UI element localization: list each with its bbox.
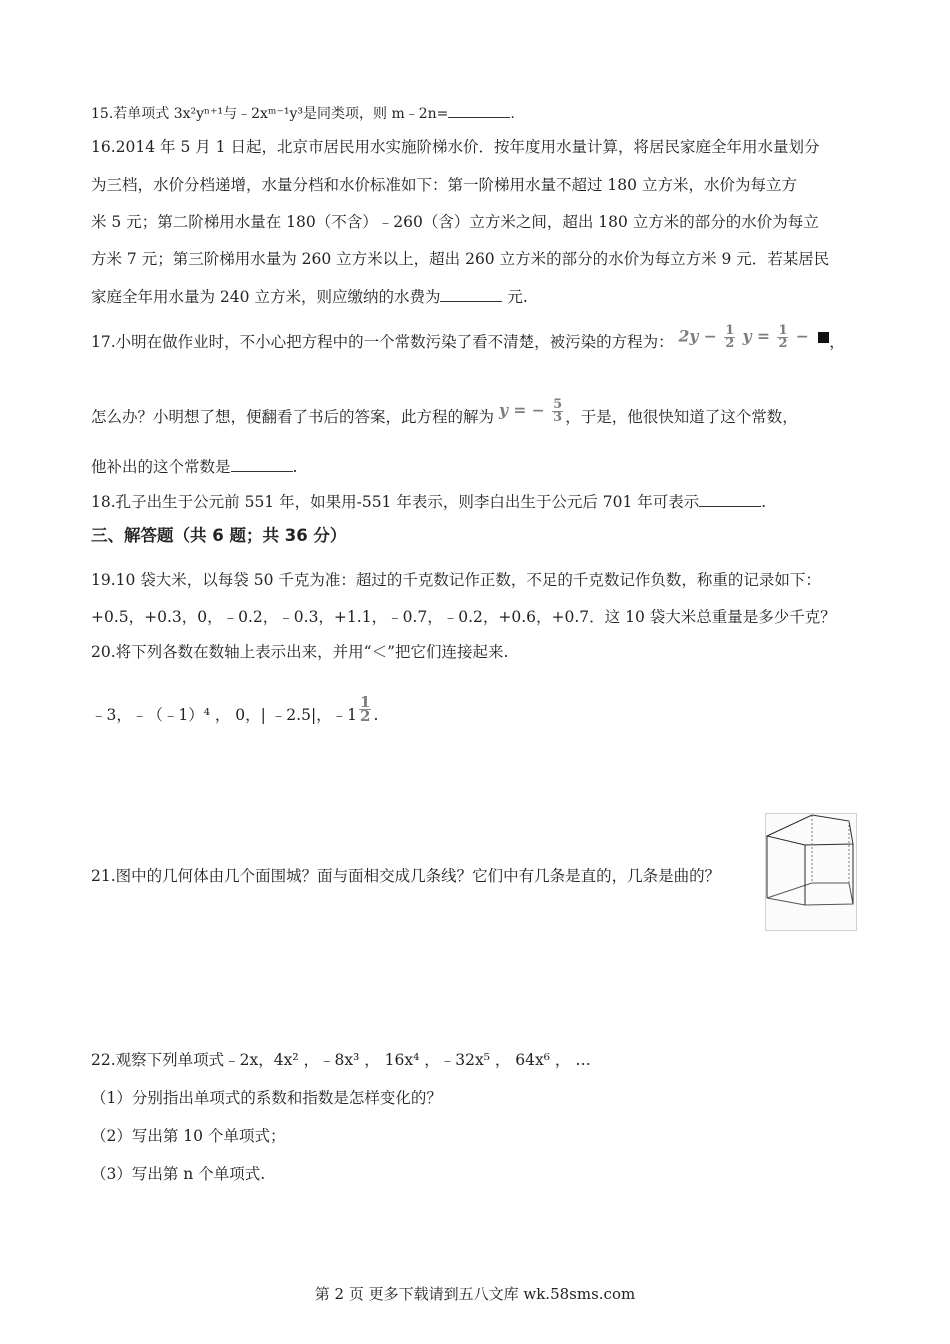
- q15-line: [91, 103, 515, 124]
- q17-line-3-end: .: [292, 458, 298, 476]
- q17-eq-part-b: y =: [742, 326, 771, 345]
- q16-line-4: 方米 7 元；第三阶梯用水量为 260 立方米以上，超出 260 立方米的部分的水价为每立方米 9 元．若某居民: [91, 250, 830, 268]
- q17-solution: [498, 396, 565, 425]
- q21-line: 21.图中的几何体由几个面围城？面与面相交成几条线？它们中有几条是直的，几条是曲的？: [91, 867, 721, 885]
- q15-answer-blank[interactable]: [448, 103, 510, 118]
- q17-sol-part-a: y = −: [498, 400, 545, 419]
- q17-frac2-num: 1: [778, 322, 788, 338]
- q22-part-2: （2）写出第 10 个单项式；: [91, 1127, 286, 1145]
- q17-eq-fraction-1: [724, 322, 735, 351]
- q17-frac1-den: 2: [725, 335, 735, 351]
- q17-line-1: [91, 322, 845, 352]
- q22-line-1: 22.观察下列单项式﹣2x，4x² ，﹣8x³ ， 16x⁴ ，﹣32x⁵ ， 64x⁶ ， …: [91, 1051, 591, 1069]
- q17-frac2-den: 2: [778, 335, 788, 351]
- q17-line-2-end: ，于是，他很快知道了这个常数，: [565, 408, 798, 426]
- q18-line: [91, 492, 766, 512]
- q17-equation: [678, 322, 830, 351]
- q17-sol-num: 5: [553, 396, 563, 412]
- pentagonal-prism-figure: [765, 813, 857, 931]
- q15-end: .: [510, 106, 515, 122]
- q17-sol-den: 3: [553, 409, 563, 425]
- q17-line-1-text: 17.小明在做作业时，不小心把方程中的一个常数污染了看不清楚，被污染的方程为：: [91, 333, 674, 351]
- q15-text: 15.若单项式 3x²yⁿ⁺¹与﹣2xᵐ⁻¹y³是同类项，则 m﹣2n=: [91, 106, 449, 122]
- q16-line-5-text: 家庭全年用水量为 240 立方米，则应缴纳的水费为: [91, 288, 441, 306]
- q20-line-1: 20.将下列各数在数轴上表示出来，并用“＜”把它们连接起来.: [91, 643, 509, 661]
- q16-line-2: 为三档，水价分档递增，水量分档和水价标准如下：第一阶梯用水量不超过 180 立方米，水价为每立方: [91, 176, 797, 194]
- q17-sol-fraction: [552, 396, 563, 425]
- q22-part-3: （3）写出第 n 个单项式.: [91, 1165, 266, 1183]
- q18-end: .: [761, 493, 767, 511]
- q18-answer-blank[interactable]: [699, 492, 761, 507]
- q20-numbers: ﹣3，﹣（﹣1）⁴ ， 0，| ﹣2.5|，﹣1: [91, 706, 358, 724]
- q17-line-2: [91, 396, 798, 427]
- q20-mixed-fraction: [359, 692, 371, 725]
- q22-part-1: （1）分别指出单项式的系数和指数是怎样变化的？: [91, 1089, 442, 1107]
- q17-answer-blank[interactable]: [231, 457, 293, 472]
- q17-frac1-num: 1: [725, 322, 735, 338]
- q16-line-3: 米 5 元；第二阶梯用水量在 180（不含）﹣260（含）立方米之间，超出 180 立方米的部分的水价为每立: [91, 213, 819, 231]
- q17-eq-part-c: −: [795, 326, 809, 345]
- q19-line-2: +0.5，+0.3，0，﹣0.2，﹣0.3，+1.1，﹣0.7，﹣0.2，+0.6，+0.7．这 10 袋大米总重量是多少千克？: [91, 608, 836, 626]
- q17-line-3: [91, 457, 297, 477]
- q16-line-5-end: 元.: [502, 288, 528, 306]
- q19-line-1: 19.10 袋大米，以每袋 50 千克为准：超过的千克数记作正数，不足的千克数记作负数，称重的记录如下：: [91, 571, 821, 589]
- page-footer: 第 2 页 更多下载请到五八文库 wk.58sms.com: [314, 1285, 636, 1303]
- q20-frac-num: 1: [360, 692, 371, 711]
- q20-line-2: [91, 692, 379, 725]
- q17-eq-fraction-2: [777, 322, 788, 351]
- q16-line-5: [91, 287, 528, 307]
- q20-line-2-end: .: [373, 706, 379, 724]
- q20-frac-den: 2: [360, 706, 371, 725]
- q17-eq-part-a: 2y −: [678, 326, 717, 345]
- ink-stain-square-icon: [818, 332, 829, 343]
- q16-line-1: 16.2014 年 5 月 1 日起，北京市居民用水实施阶梯水价．按年度用水量计算，将居民家庭全年用水量划分: [91, 138, 820, 156]
- q17-line-3-text: 他补出的这个常数是: [91, 458, 231, 476]
- q17-line-2-text: 怎么办？小明想了想，便翻看了书后的答案，此方程的解为: [91, 408, 495, 426]
- q18-text: 18.孔子出生于公元前 551 年，如果用-551 年表示，则李白出生于公元后 701 年可表示: [91, 493, 700, 511]
- section-3-heading: 三、解答题（共 6 题；共 36 分）: [91, 526, 347, 545]
- q17-line-1-end: ，: [829, 333, 845, 351]
- q16-answer-blank[interactable]: [440, 287, 502, 302]
